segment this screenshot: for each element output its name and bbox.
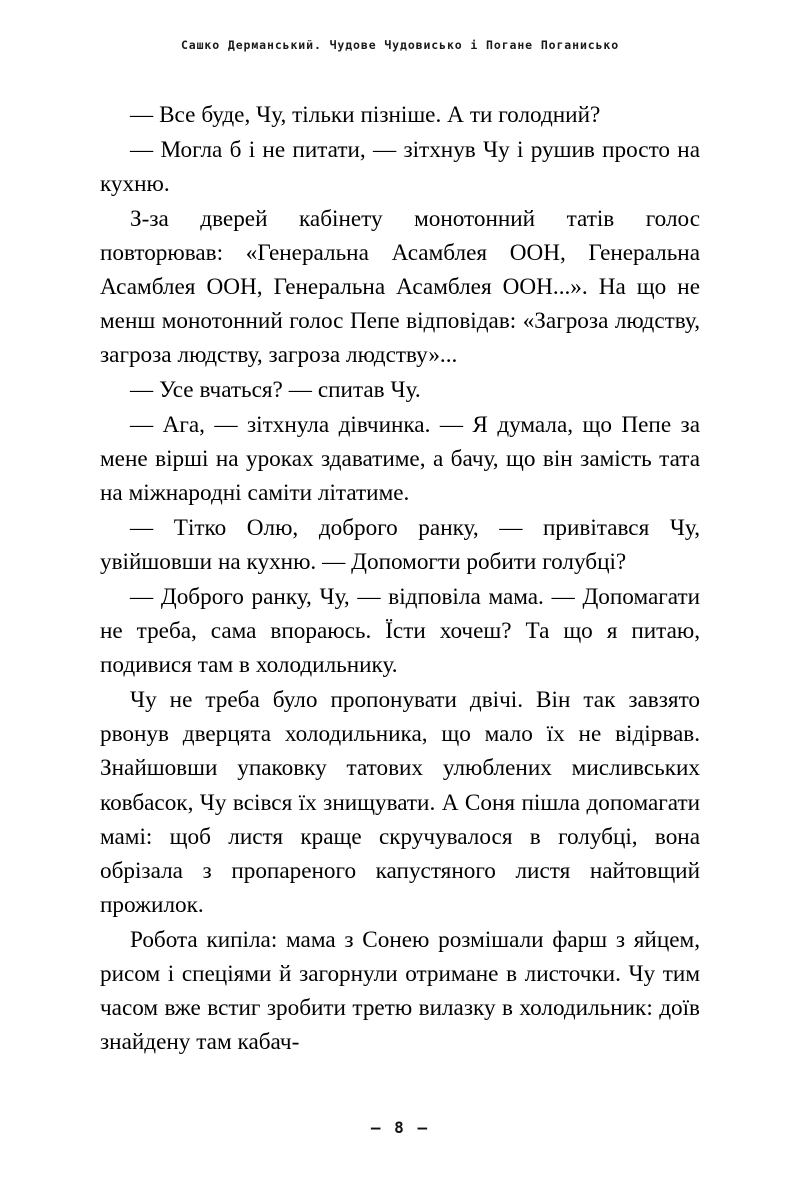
- paragraph: — Доброго ранку, Чу, — відповіла мама. — Допомагати не треба, сама впораюсь. Їсти хочеш? Та що я питаю, подивися там в холодильнику.: [100, 583, 700, 679]
- body-text-block: [100, 98, 700, 1060]
- paragraph: — Все буде, Чу, тільки пізніше. А ти голодний?: [130, 102, 601, 128]
- paragraph: — Тітко Олю, доброго ранку, — привітався Чу, увійшовши на кухню. — Допомогти робити голубці?: [100, 514, 700, 576]
- page-number: — 8 —: [370, 1118, 430, 1137]
- running-head: Сашко Дерманський. Чудове Чудовисько і Погане Поганисько: [180, 38, 620, 52]
- paragraph: Чу не треба було пропонувати двічі. Він так завзято рвонув дверцята холодильника, що мало їх не відірвав. Знайшовши упаковку татових улюблених мисливських ковбасок, Чу всівся їх знищувати. А Соня пішла допомагати мамі: щоб листя краще скручувалося в голубці, вона обрізала з пропареного капустяного листя найтовщий прожилок.: [100, 686, 700, 919]
- paragraph: З-за дверей кабінету монотонний татів голос повторював: «Генеральна Асамблея ООН, Генеральна Асамблея ООН, Генеральна Асамблея ООН...». На що не менш монотонний голос Пепе відповідав: «Загроза людству, загроза людству, загроза людству»...: [100, 205, 700, 369]
- paragraph: — Усе вчаться? — спитав Чу.: [130, 377, 421, 404]
- paragraph: — Ага, — зітхнула дівчинка. — Я думала, що Пепе за мене вірші на уроках здаватиме, а бачу, що він замість тата на міжнародні саміти літатиме.: [100, 411, 700, 507]
- paragraph: — Могла б і не питати, — зітхнув Чу і рушив просто на кухню.: [100, 136, 700, 197]
- paragraph: Робота кипіла: мама з Сонею розмішали фарш з яйцем, рисом і спеціями й загорнули отримане в листочки. Чу тим часом вже встиг зробити третю вилазку в холодильник: доїв знайдену там кабач-: [100, 926, 700, 1056]
